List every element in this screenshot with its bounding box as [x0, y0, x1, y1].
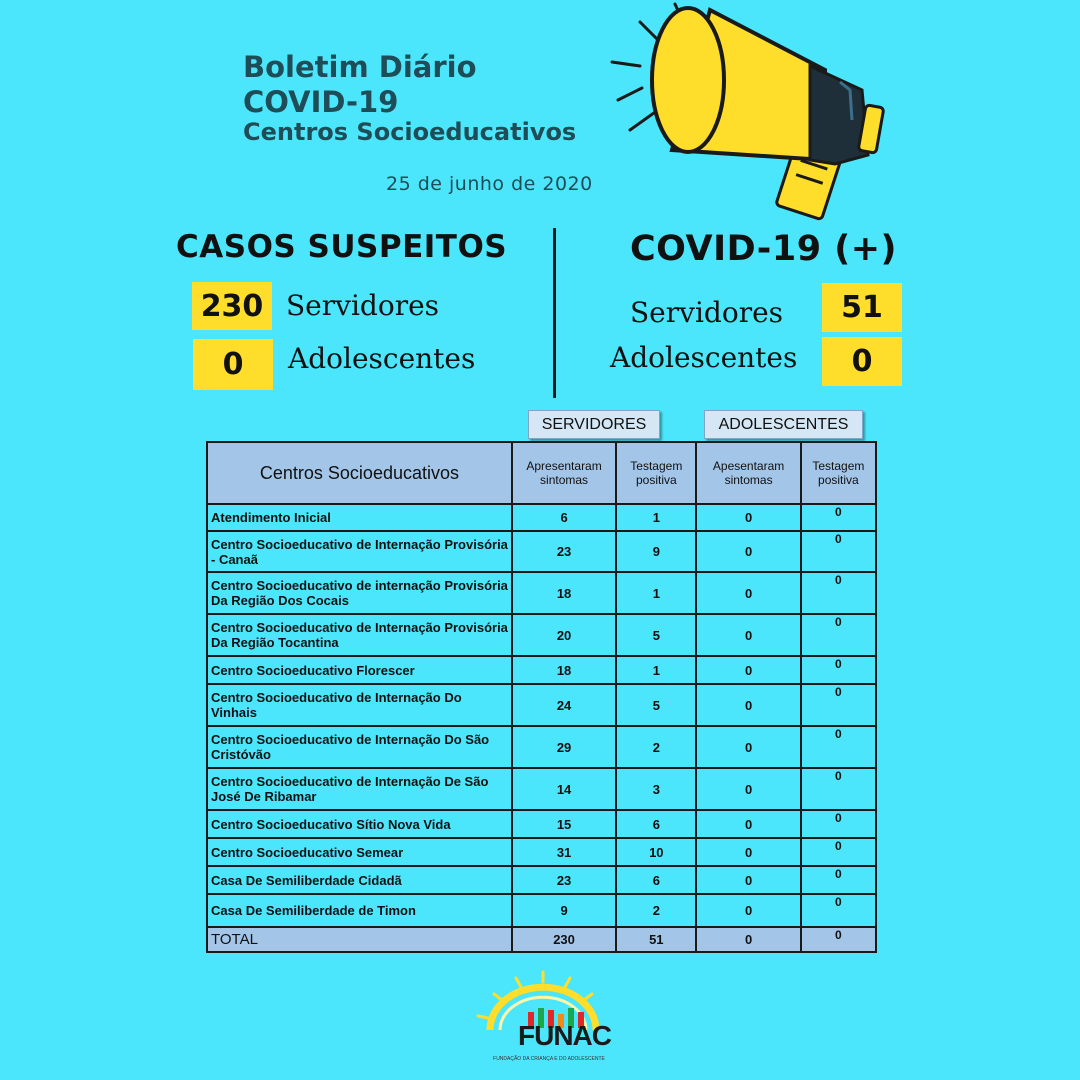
cell-ado-positiva: 0 [801, 656, 876, 684]
cell-serv-sintomas: 9 [512, 894, 616, 927]
cell-serv-positiva: 2 [616, 894, 696, 927]
table-total-row [207, 927, 876, 952]
cell-ado-positiva: 0 [801, 684, 876, 726]
col-header-centros: Centros Socioeducativos [207, 442, 512, 504]
group-header-adolescentes: ADOLESCENTES [704, 410, 863, 439]
cell-serv-sintomas: 23 [512, 531, 616, 572]
positive-cases-heading: COVID-19 (+) [630, 229, 898, 269]
table-row [207, 572, 876, 614]
row-name: Atendimento Inicial [207, 504, 512, 531]
total-serv-sintomas: 230 [512, 927, 616, 952]
cell-serv-positiva: 1 [616, 504, 696, 531]
cell-ado-positiva: 0 [801, 894, 876, 927]
cell-serv-sintomas: 15 [512, 810, 616, 838]
cell-ado-sintomas: 0 [696, 614, 800, 656]
cell-serv-positiva: 2 [616, 726, 696, 768]
cell-ado-positiva: 0 [801, 866, 876, 894]
funac-logo [468, 968, 618, 1068]
table-row [207, 614, 876, 656]
cell-serv-sintomas: 20 [512, 614, 616, 656]
cell-ado-positiva: 0 [801, 726, 876, 768]
total-ado-sintomas: 0 [696, 927, 800, 952]
table-row [207, 838, 876, 866]
suspect-cases-heading: CASOS SUSPEITOS [176, 229, 508, 265]
date-label: 25 de junho de 2020 [386, 173, 593, 195]
row-name: Centro Socioeducativo de Internação Do Vinhais [207, 684, 512, 726]
suspect-staff-value: 230 [192, 282, 272, 330]
row-name: Centro Socioeducativo de Internação Do São Cristóvão [207, 726, 512, 768]
cell-ado-positiva: 0 [801, 531, 876, 572]
cell-ado-positiva: 0 [801, 768, 876, 810]
group-header-servidores: SERVIDORES [528, 410, 660, 439]
cell-ado-sintomas: 0 [696, 726, 800, 768]
megaphone-icon [600, 0, 900, 230]
cell-ado-positiva: 0 [801, 838, 876, 866]
section-divider [553, 228, 556, 398]
cell-serv-sintomas: 23 [512, 866, 616, 894]
row-name: Centro Socioeducativo de Internação Provisória - Canaã [207, 531, 512, 572]
row-name: Centro Socioeducativo Florescer [207, 656, 512, 684]
cell-serv-sintomas: 29 [512, 726, 616, 768]
cell-ado-sintomas: 0 [696, 656, 800, 684]
row-name: Centro Socioeducativo Semear [207, 838, 512, 866]
cell-ado-sintomas: 0 [696, 894, 800, 927]
table-row [207, 504, 876, 531]
cell-serv-positiva: 6 [616, 810, 696, 838]
col-header-ado-sintomas: Apesentaram sintomas [696, 442, 800, 504]
col-header-serv-positiva: Testagem positiva [616, 442, 696, 504]
cell-serv-positiva: 9 [616, 531, 696, 572]
row-name: Centro Socioeducativo de Internação De São José De Ribamar [207, 768, 512, 810]
logo-tagline: FUNDAÇÃO DA CRIANÇA E DO ADOLESCENTE [493, 1056, 605, 1062]
row-name: Centro Socioeducativo Sítio Nova Vida [207, 810, 512, 838]
cell-serv-positiva: 3 [616, 768, 696, 810]
cell-serv-sintomas: 31 [512, 838, 616, 866]
logo-name: FUNAC [518, 1020, 611, 1051]
col-header-serv-sintomas: Apresentaram sintomas [512, 442, 616, 504]
table-row [207, 810, 876, 838]
col-header-ado-positiva: Testagem positiva [801, 442, 876, 504]
total-label: TOTAL [207, 927, 512, 952]
cell-serv-positiva: 5 [616, 614, 696, 656]
suspect-staff-label: Servidores [286, 289, 440, 322]
suspect-teens-value: 0 [193, 339, 273, 390]
table-row [207, 726, 876, 768]
cell-ado-positiva: 0 [801, 572, 876, 614]
table-row [207, 866, 876, 894]
cell-ado-sintomas: 0 [696, 866, 800, 894]
cases-table [206, 441, 877, 953]
cell-ado-positiva: 0 [801, 810, 876, 838]
cell-ado-sintomas: 0 [696, 838, 800, 866]
cell-ado-sintomas: 0 [696, 810, 800, 838]
row-name: Casa De Semiliberdade Cidadã [207, 866, 512, 894]
cell-serv-sintomas: 18 [512, 656, 616, 684]
cell-serv-positiva: 1 [616, 656, 696, 684]
cell-serv-sintomas: 6 [512, 504, 616, 531]
total-serv-positiva: 51 [616, 927, 696, 952]
table-row [207, 684, 876, 726]
table-row [207, 768, 876, 810]
cell-serv-positiva: 5 [616, 684, 696, 726]
cell-ado-positiva: 0 [801, 504, 876, 531]
positive-staff-value: 51 [822, 283, 902, 332]
cell-ado-sintomas: 0 [696, 504, 800, 531]
cell-ado-positiva: 0 [801, 614, 876, 656]
title-centros: Centros Socioeducativos [243, 118, 577, 146]
row-name: Casa De Semiliberdade de Timon [207, 894, 512, 927]
cell-serv-sintomas: 18 [512, 572, 616, 614]
cell-ado-sintomas: 0 [696, 572, 800, 614]
suspect-teens-label: Adolescentes [288, 342, 476, 375]
cell-serv-positiva: 10 [616, 838, 696, 866]
cell-ado-sintomas: 0 [696, 531, 800, 572]
positive-teens-label: Adolescentes [610, 341, 798, 374]
cell-serv-sintomas: 14 [512, 768, 616, 810]
table-row [207, 656, 876, 684]
cell-serv-sintomas: 24 [512, 684, 616, 726]
cell-serv-positiva: 6 [616, 866, 696, 894]
row-name: Centro Socioeducativo de Internação Provisória Da Região Tocantina [207, 614, 512, 656]
cell-ado-sintomas: 0 [696, 684, 800, 726]
table-header-row [207, 442, 876, 504]
positive-teens-value: 0 [822, 337, 902, 386]
cell-ado-sintomas: 0 [696, 768, 800, 810]
table-row [207, 894, 876, 927]
title-boletim: Boletim Diário [243, 50, 477, 84]
title-covid: COVID-19 [243, 85, 399, 119]
cell-serv-positiva: 1 [616, 572, 696, 614]
positive-staff-label: Servidores [630, 296, 784, 329]
total-ado-positiva: 0 [801, 927, 876, 952]
table-row [207, 531, 876, 572]
row-name: Centro Socioeducativo de internação Provisória Da Região Dos Cocais [207, 572, 512, 614]
